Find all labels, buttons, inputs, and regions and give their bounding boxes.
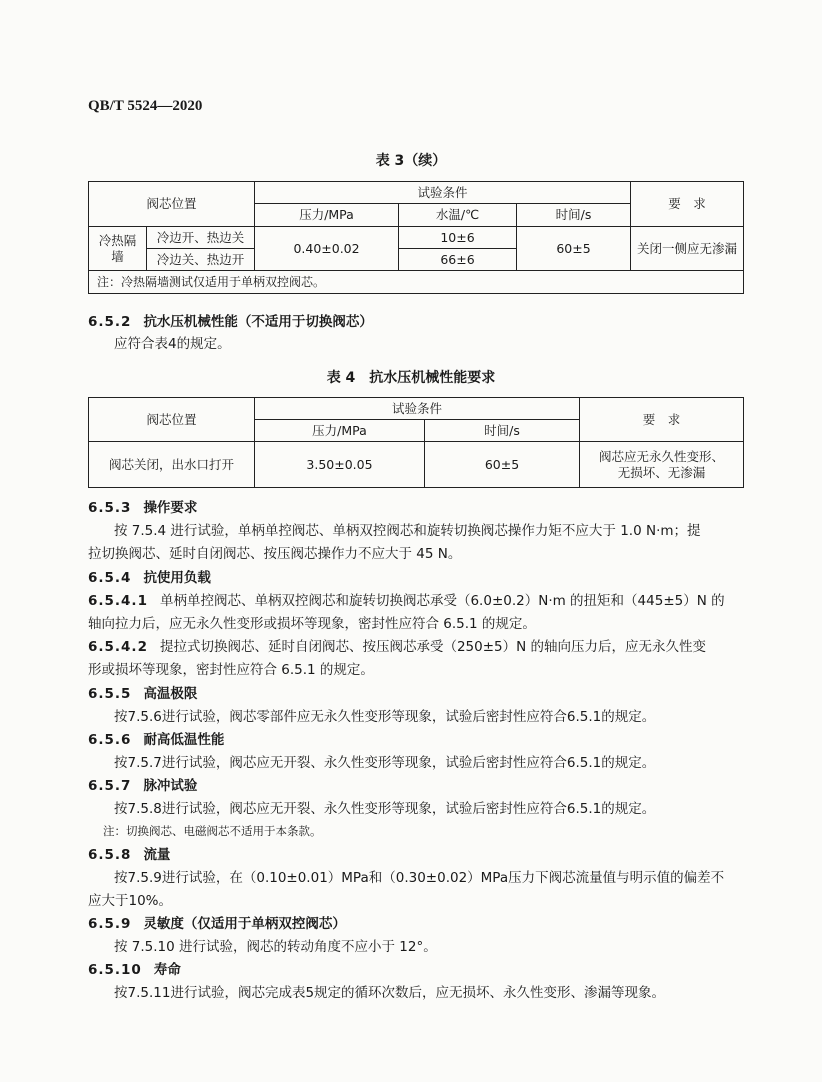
- table3-header-requirement: 要 求: [631, 182, 744, 227]
- table3-row1-temp: 10±6: [399, 227, 517, 249]
- table3-row-group: 冷热隔墙: [89, 227, 147, 271]
- standard-code: QB/T 5524—2020: [88, 98, 203, 114]
- table3-caption: 表 3（续）: [375, 153, 447, 169]
- table3-header-test-conditions: 试验条件: [255, 182, 631, 204]
- table4-header-time: 时间/s: [425, 420, 580, 442]
- section-6-5-5-body: 按7.5.6进行试验，阀芯零部件应无永久性变形等现象，试验后密封性应符合6.5.1的规定。: [114, 709, 656, 725]
- section-6-5-10-body: 按7.5.11进行试验，阀芯完成表5规定的循环次数后，应无损坏、永久性变形、渗漏等现象。: [114, 985, 666, 1001]
- section-6-5-4-2-line1: 6.5.4.2 提拉式切换阀芯、延时自闭阀芯、按压阀芯承受（250±5）N 的轴向压力后，应无永久性变: [88, 639, 707, 655]
- section-6-5-6-heading: 6.5.6 耐高低温性能: [88, 732, 225, 748]
- section-6-5-2-body: 应符合表4的规定。: [114, 336, 231, 352]
- section-6-5-9-heading: 6.5.9 灵敏度（仅适用于单柄双控阀芯）: [88, 916, 346, 932]
- section-6-5-2-heading: 6.5.2 抗水压机械性能（不适用于切换阀芯）: [88, 314, 373, 330]
- table4-caption: 表 4 抗水压机械性能要求: [326, 370, 496, 386]
- table3-header-time: 时间/s: [517, 204, 631, 227]
- table3-header-pressure: 压力/MPa: [255, 204, 399, 227]
- table4-header-valve-position: 阀芯位置: [89, 398, 255, 442]
- table4-row-position: 阀芯关闭，出水口打开: [89, 442, 255, 488]
- section-6-5-3-line1: 按 7.5.4 进行试验，单柄单控阀芯、单柄双控阀芯和旋转切换阀芯操作力矩不应大于 1.0 N·m；提: [114, 523, 701, 539]
- section-6-5-3-line2: 拉切换阀芯、延时自闭阀芯、按压阀芯操作力不应大于 45 N。: [88, 546, 462, 562]
- table4: [88, 397, 744, 488]
- section-6-5-8-heading: 6.5.8 流量: [88, 847, 171, 863]
- table3-header-valve-position: 阀芯位置: [89, 182, 255, 227]
- table4-header-pressure: 压力/MPa: [255, 420, 425, 442]
- section-6-5-8-line2: 应大于10%。: [88, 893, 173, 909]
- table4-pressure: 3.50±0.05: [255, 442, 425, 488]
- section-6-5-4-1-line2: 轴向拉力后，应无永久性变形或损坏等现象，密封性应符合 6.5.1 的规定。: [88, 616, 536, 632]
- table3: [88, 181, 744, 294]
- section-6-5-4-1-line1: 6.5.4.1 单柄单控阀芯、单柄双控阀芯和旋转切换阀芯承受（6.0±0.2）N·m 的扭矩和（445±5）N 的: [88, 593, 725, 609]
- section-6-5-3-heading: 6.5.3 操作要求: [88, 500, 198, 516]
- section-6-5-7-note: 注：切换阀芯、电磁阀芯不适用于本条款。: [103, 824, 322, 838]
- table3-note: 注：冷热隔墙测试仅适用于单柄双控阀芯。: [89, 271, 744, 294]
- table3-row2-temp: 66±6: [399, 249, 517, 271]
- section-6-5-4-heading: 6.5.4 抗使用负载: [88, 570, 211, 586]
- section-6-5-5-heading: 6.5.5 高温极限: [88, 686, 198, 702]
- table4-header-test-conditions: 试验条件: [255, 398, 580, 420]
- table3-header-water-temp: 水温/℃: [399, 204, 517, 227]
- section-6-5-10-heading: 6.5.10 寿命: [88, 962, 181, 978]
- table4-header-requirement: 要 求: [580, 398, 744, 442]
- table3-time: 60±5: [517, 227, 631, 271]
- table3-row2-position: 冷边关、热边开: [147, 249, 255, 271]
- table4-time: 60±5: [425, 442, 580, 488]
- table3-row1-position: 冷边开、热边关: [147, 227, 255, 249]
- section-6-5-4-2-line2: 形或损坏等现象，密封性应符合 6.5.1 的规定。: [88, 662, 374, 678]
- section-6-5-7-body: 按7.5.8进行试验，阀芯应无开裂、永久性变形等现象，试验后密封性应符合6.5.1的规定。: [114, 801, 656, 817]
- section-6-5-9-body: 按 7.5.10 进行试验，阀芯的转动角度不应小于 12°。: [114, 939, 437, 955]
- section-6-5-7-heading: 6.5.7 脉冲试验: [88, 778, 198, 794]
- table4-requirement-line1: 阀芯应无永久性变形、: [599, 448, 725, 464]
- section-6-5-8-line1: 按7.5.9进行试验，在（0.10±0.01）MPa和（0.30±0.02）MPa压力下阀芯流量值与明示值的偏差不: [114, 870, 725, 886]
- table3-requirement: 关闭一侧应无渗漏: [631, 227, 744, 271]
- table4-requirement-line2: 无损坏、无渗漏: [617, 464, 706, 480]
- table4-requirement: [580, 442, 744, 488]
- section-6-5-6-body: 按7.5.7进行试验，阀芯应无开裂、永久性变形等现象，试验后密封性应符合6.5.1的规定。: [114, 755, 656, 771]
- table3-pressure: 0.40±0.02: [255, 227, 399, 271]
